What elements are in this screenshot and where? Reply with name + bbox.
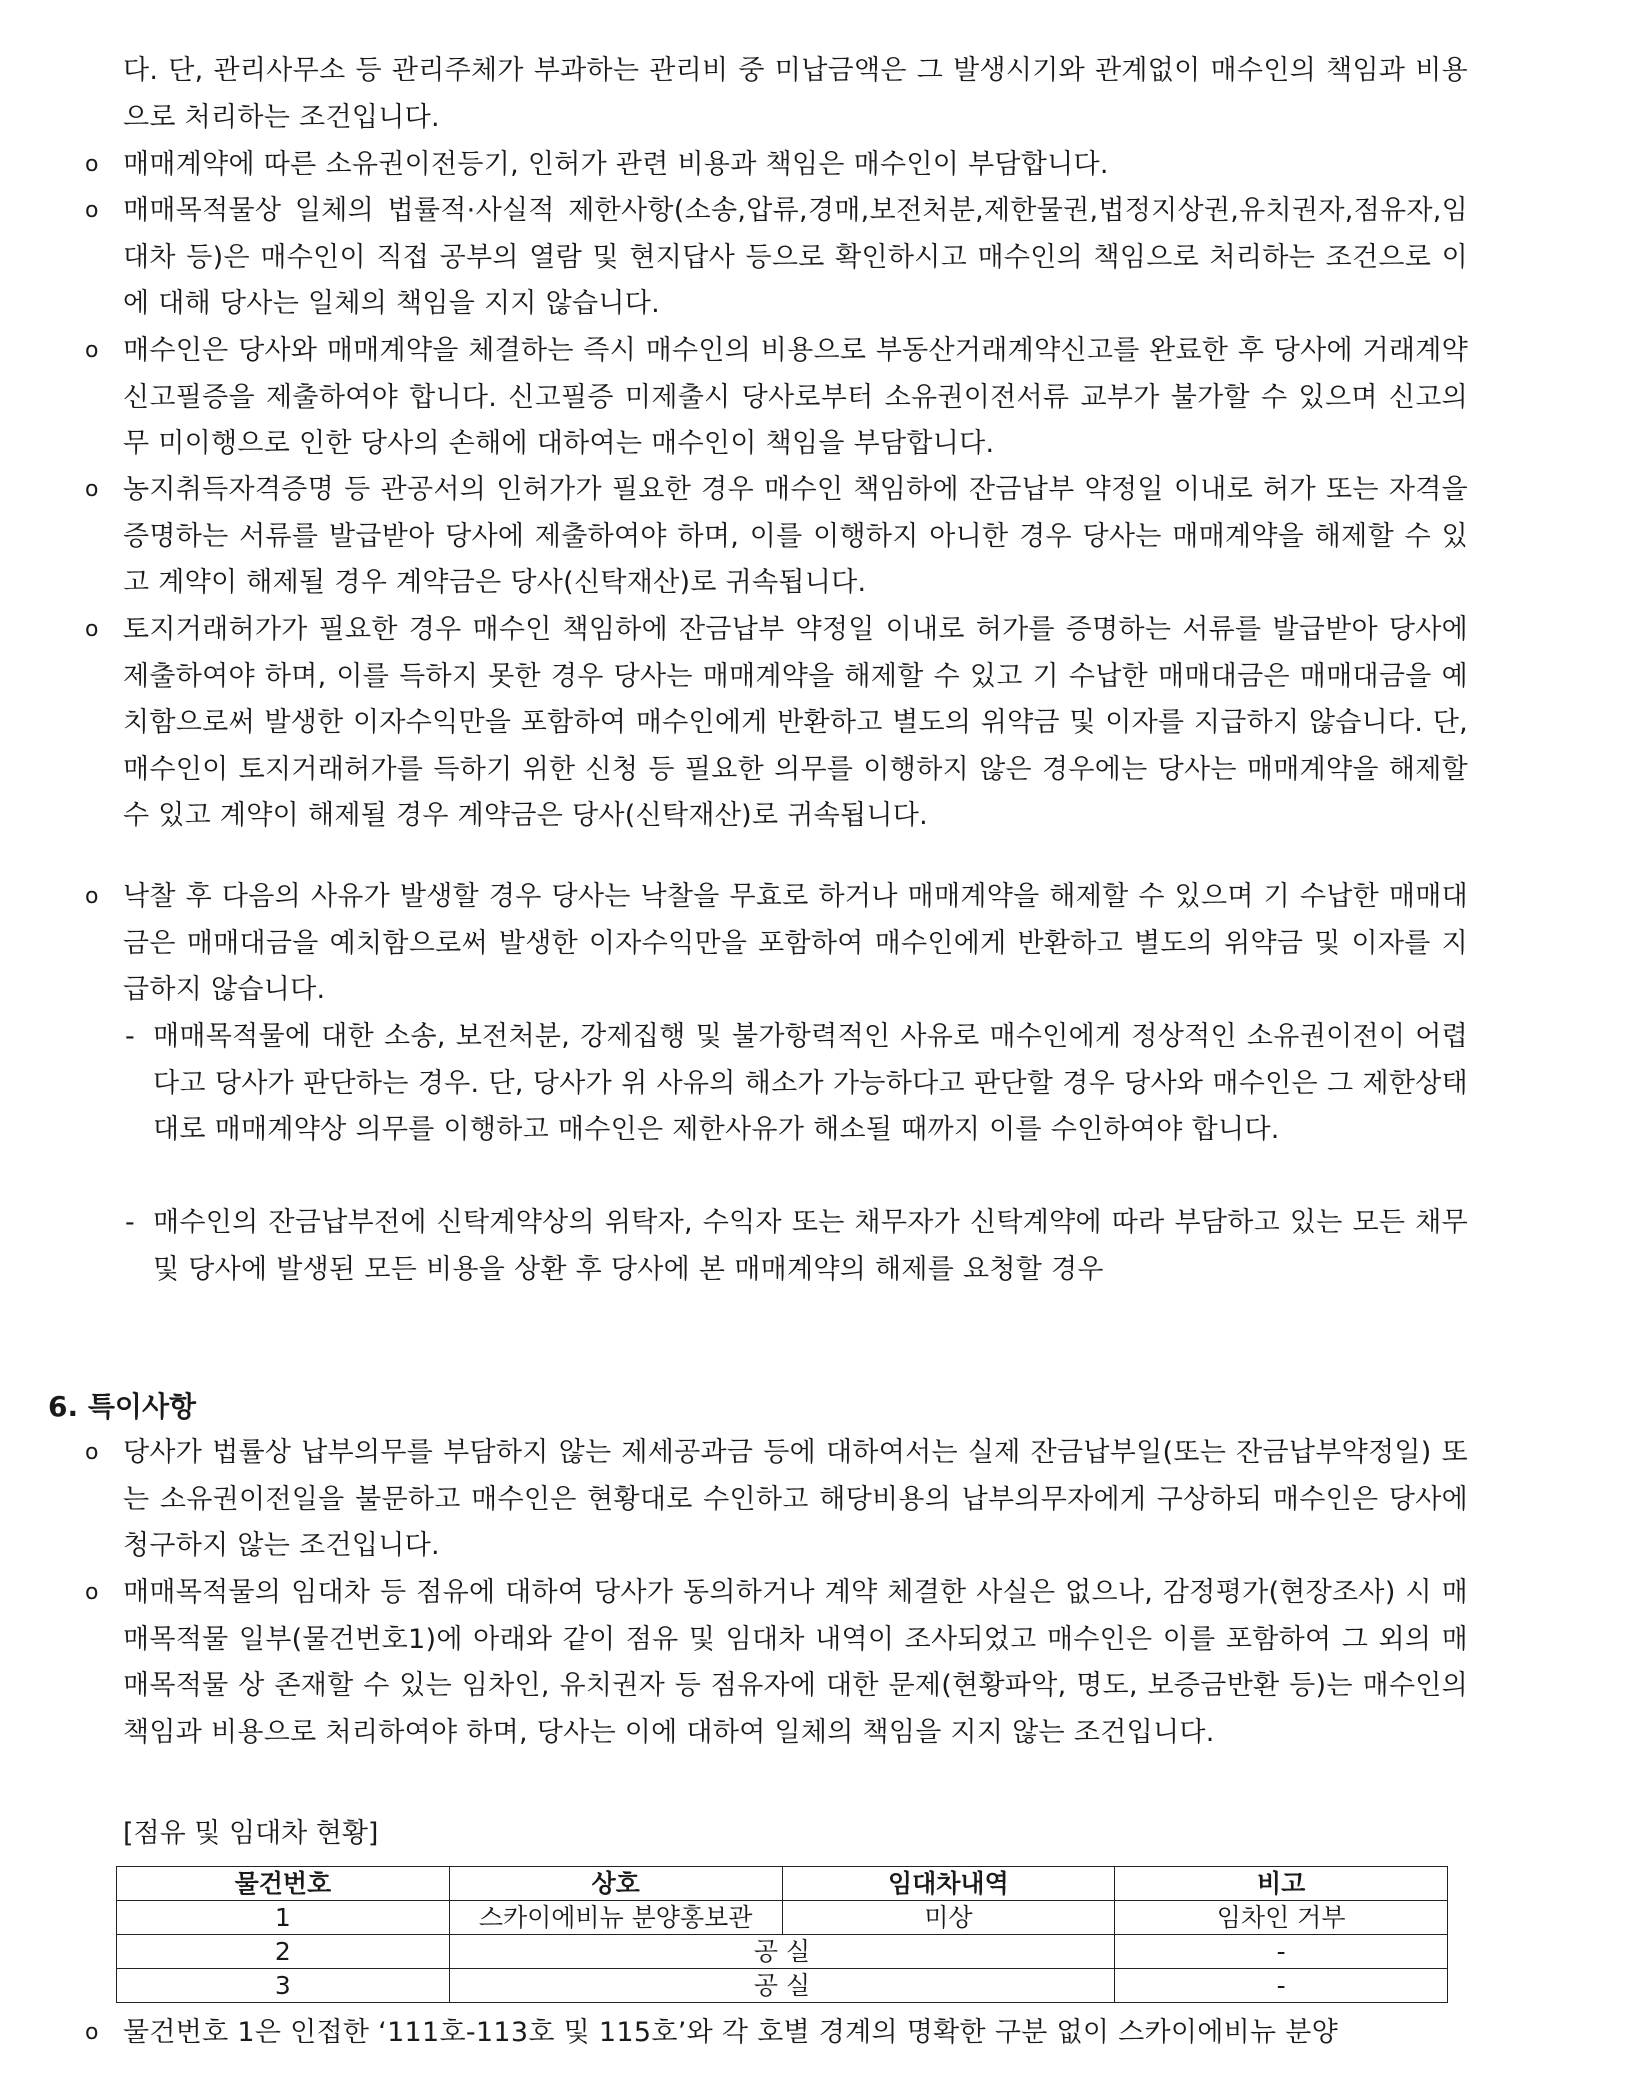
bullet-text: 매매목적물의 임대차 등 점유에 대하여 당사가 동의하거나 계약 체결한 사실은 없으나, 감정평가(현장조사) 시 매매목적물 일부(물건번호1)에 아래와 같이 점유 및 임대차 내역이 조사되었고 매수인은 이를 포함하여 그 외의 매매목적물 상 존재할 수 있는 임차인, 유치권자 등 점유자에 대한 문제(현황파악, 명도, 보증금반환 등)는 매수인의 책임과 비용으로 처리하여야 하며, 당사는 이에 대하여 일체의 책임을 지지 않는 조건입니다. <box>123 1577 1468 1748</box>
table-cell: 공 실 <box>449 1969 1115 2003</box>
bullet-item <box>85 188 1468 328</box>
table-row <box>117 1935 1448 1969</box>
bullet-text: 매수인은 당사와 매매계약을 체결하는 즉시 매수인의 비용으로 부동산거래계약신고를 완료한 후 당사에 거래계약신고필증을 제출하여야 합니다. 신고필증 미제출시 당사로부터 소유권이전서류 교부가 불가할 수 있으며 신고의무 미이행으로 인한 당사의 손해에 대하여는 매수인이 책임을 부담합니다. <box>123 335 1468 459</box>
paragraph-continued: 다. 단, 관리사무소 등 관리주체가 부과하는 관리비 중 미납금액은 그 발생시기와 관계없이 매수인의 책임과 비용으로 처리하는 조건입니다. <box>123 55 1468 133</box>
table-cell: - <box>1115 1935 1448 1969</box>
bullet-marker: o <box>85 617 99 642</box>
table-header-cell: 물건번호 <box>117 1867 450 1901</box>
dash-text: 매매목적물에 대한 소송, 보전처분, 강제집행 및 불가항력적인 사유로 매수인에게 정상적인 소유권이전이 어렵다고 당사가 판단하는 경우. 단, 당사가 위 사유의 해소가 가능하다고 판단할 경우 당사와 매수인은 그 제한상태대로 매매계약상 의무를 이행하고 매수인은 제한사유가 해소될 때까지 이를 수인하여야 합니다. <box>153 1021 1468 1145</box>
bullet-marker: o <box>85 1440 99 1465</box>
bullet-marker: o <box>85 198 99 223</box>
bullet-item <box>85 1430 1468 1570</box>
dash-marker: - <box>125 1021 136 1052</box>
table-row <box>117 1969 1448 2003</box>
bullet-item <box>85 2010 1468 2057</box>
bullet-text: 농지취득자격증명 등 관공서의 인허가가 필요한 경우 매수인 책임하에 잔금납부 약정일 이내로 허가 또는 자격을 증명하는 서류를 발급받아 당사에 제출하여야 하며, 이를 이행하지 아니한 경우 당사는 매매계약을 해제할 수 있고 계약이 해제될 경우 계약금은 당사(신탁재산)로 귀속됩니다. <box>123 474 1468 598</box>
table-title: [점유 및 임대차 현황] <box>123 1818 379 1849</box>
bullet-text: 당사가 법률상 납부의무를 부담하지 않는 제세공과금 등에 대하여서는 실제 잔금납부일(또는 잔금납부약정일) 또는 소유권이전일을 불문하고 매수인은 현황대로 수인하고 해당비용의 납부의무자에게 구상하되 매수인은 당사에 청구하지 않는 조건입니다. <box>123 1437 1468 1561</box>
bullet-text: 매매계약에 따른 소유권이전등기, 인허가 관련 비용과 책임은 매수인이 부담합니다. <box>123 149 1109 180</box>
dash-item <box>125 1014 1468 1154</box>
table-header-row <box>117 1867 1448 1901</box>
dash-text: 매수인의 잔금납부전에 신탁계약상의 위탁자, 수익자 또는 채무자가 신탁계약에 따라 부담하고 있는 모든 채무 및 당사에 발생된 모든 비용을 상환 후 당사에 본 매매계약의 해제를 요청할 경우 <box>153 1207 1468 1285</box>
table-cell: 스카이에비뉴 분양홍보관 <box>449 1901 782 1935</box>
occupancy-table <box>116 1866 1448 2003</box>
bullet-item <box>85 328 1468 468</box>
bullet-marker: o <box>85 152 99 177</box>
bullet-marker: o <box>85 2020 99 2045</box>
table-header-cell: 비고 <box>1115 1867 1448 1901</box>
table-cell: 3 <box>117 1969 450 2003</box>
table-cell: 미상 <box>782 1901 1115 1935</box>
bullet-item <box>85 1570 1468 1756</box>
table-cell: - <box>1115 1969 1448 2003</box>
dash-item <box>125 1200 1468 1293</box>
bullet-text: 물건번호 1은 인접한 ‘111호-113호 및 115호’와 각 호별 경계의 명확한 구분 없이 스카이에비뉴 분양 <box>123 2017 1339 2048</box>
table-row <box>117 1901 1448 1935</box>
bullet-marker: o <box>85 884 99 909</box>
bullet-item <box>85 607 1468 840</box>
table-header-cell: 임대차내역 <box>782 1867 1115 1901</box>
table-cell: 임차인 거부 <box>1115 1901 1448 1935</box>
bullet-marker: o <box>85 338 99 363</box>
table-header-cell: 상호 <box>449 1867 782 1901</box>
table-cell: 2 <box>117 1935 450 1969</box>
section-heading: 6. 특이사항 <box>48 1390 197 1423</box>
bullet-item <box>85 874 1468 1014</box>
bullet-item <box>85 142 1468 189</box>
table-cell: 공 실 <box>449 1935 1115 1969</box>
bullet-text: 매매목적물상 일체의 법률적·사실적 제한사항(소송,압류,경매,보전처분,제한물권,법정지상권,유치권자,점유자,임대차 등)은 매수인이 직접 공부의 열람 및 현지답사 등으로 확인하시고 매수인의 책임으로 처리하는 조건으로 이에 대해 당사는 일체의 책임을 지지 않습니다. <box>123 195 1468 319</box>
dash-marker: - <box>125 1207 136 1238</box>
bullet-marker: o <box>85 1580 99 1605</box>
bullet-text: 토지거래허가가 필요한 경우 매수인 책임하에 잔금납부 약정일 이내로 허가를 증명하는 서류를 발급받아 당사에 제출하여야 하며, 이를 득하지 못한 경우 당사는 매매계약을 해제할 수 있고 기 수납한 매매대금은 매매대금을 예치함으로써 발생한 이자수익만을 포함하여 매수인에게 반환하고 별도의 위약금 및 이자를 지급하지 않습니다. 단, 매수인이 토지거래허가를 득하기 위한 신청 등 필요한 의무를 이행하지 않은 경우에는 당사는 매매계약을 해제할 수 있고 계약이 해제될 경우 계약금은 당사(신탁재산)로 귀속됩니다. <box>123 614 1468 831</box>
bullet-item <box>85 467 1468 607</box>
bullet-text: 낙찰 후 다음의 사유가 발생할 경우 당사는 낙찰을 무효로 하거나 매매계약을 해제할 수 있으며 기 수납한 매매대금은 매매대금을 예치함으로써 발생한 이자수익만을 포함하여 매수인에게 반환하고 별도의 위약금 및 이자를 지급하지 않습니다. <box>123 881 1468 1005</box>
table-cell: 1 <box>117 1901 450 1935</box>
bullet-marker: o <box>85 477 99 502</box>
